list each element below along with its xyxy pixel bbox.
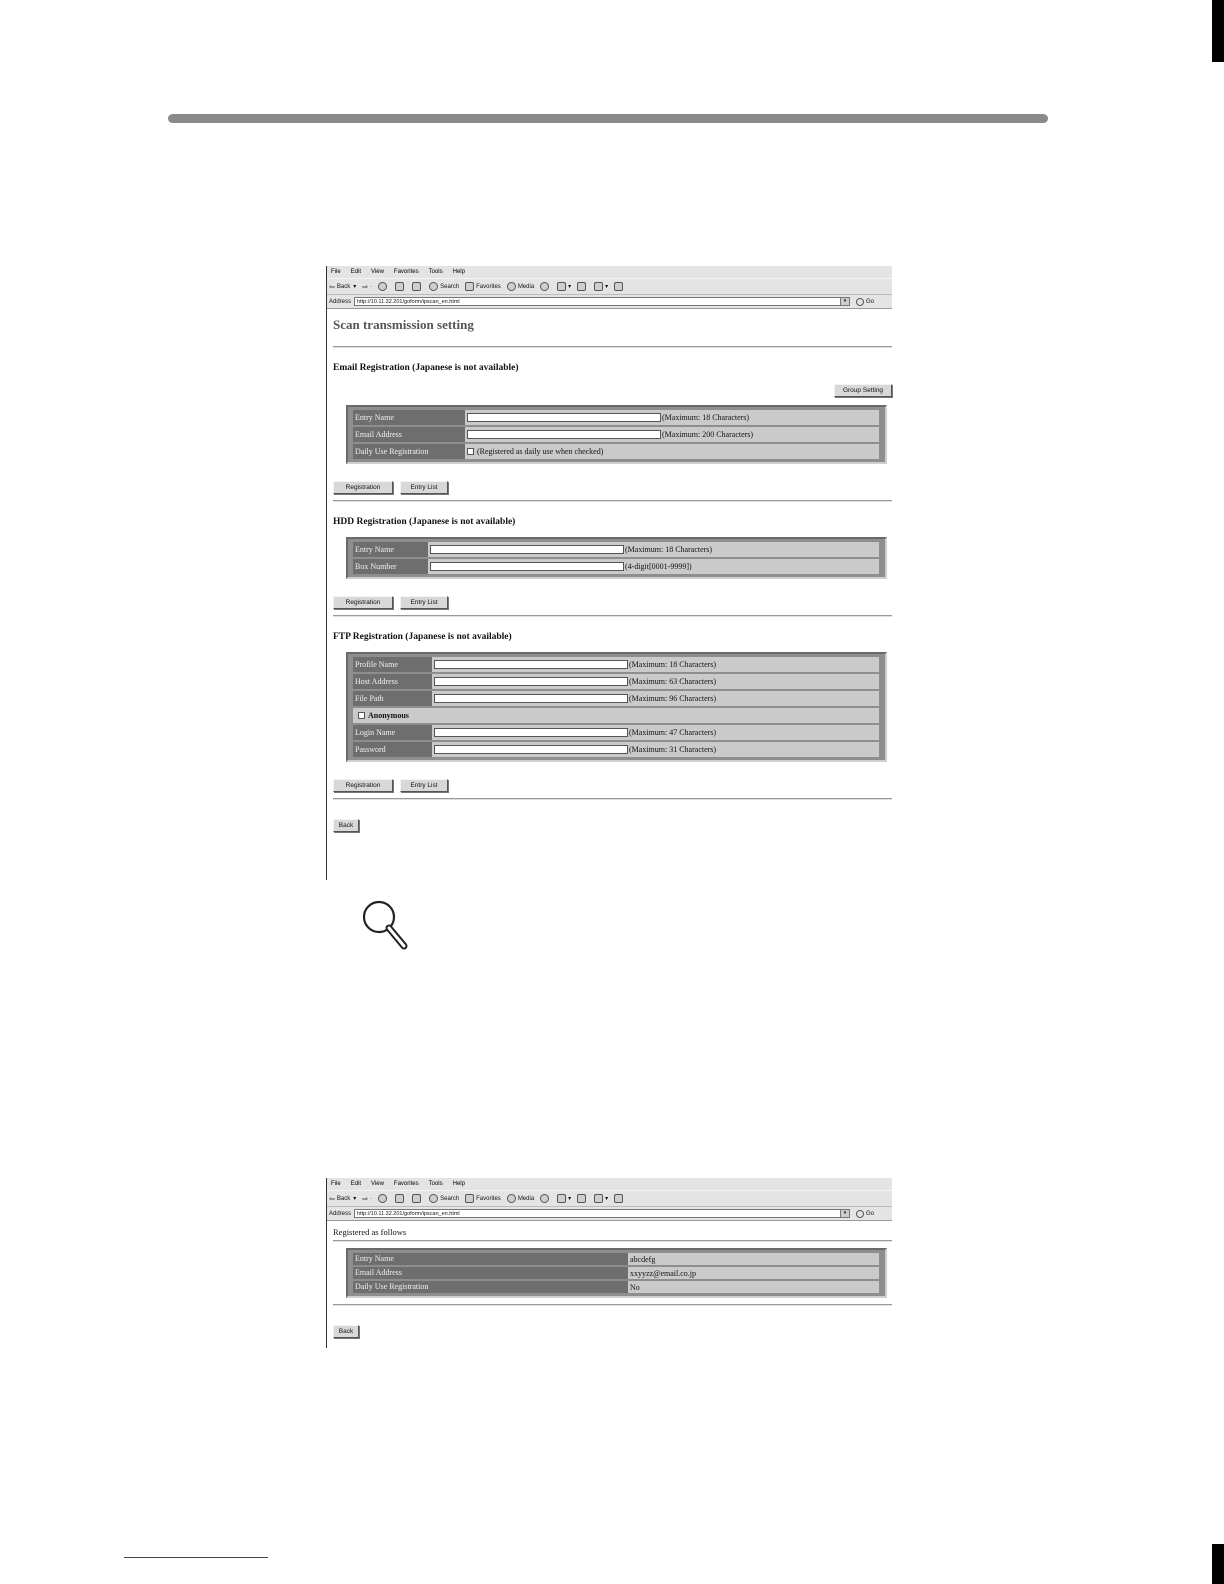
browser-toolbar xyxy=(326,278,892,295)
edit-button[interactable]: ▾ xyxy=(594,1194,608,1203)
menu-favorites[interactable]: Favorites xyxy=(393,269,419,275)
favorites-button[interactable]: Favorites xyxy=(465,1194,501,1203)
page-content xyxy=(326,1227,892,1338)
history-button[interactable] xyxy=(540,1194,551,1203)
email-entry-list-button[interactable]: Entry List xyxy=(400,481,448,494)
back-button[interactable]: ⇦ Back ▾ xyxy=(329,283,357,291)
print-button[interactable] xyxy=(577,282,588,291)
dropdown-icon[interactable]: ▾ xyxy=(840,298,849,305)
form-row: Daily Use Registration (Registered as daily use when checked) xyxy=(353,444,879,459)
stop-button[interactable] xyxy=(378,282,389,291)
box-number-input[interactable] xyxy=(430,562,624,571)
forward-arrow-icon: ⇨ xyxy=(362,1195,369,1203)
menu-favorites[interactable]: Favorites xyxy=(393,1181,419,1187)
history-button[interactable] xyxy=(540,282,551,291)
box-number-label: Box Number xyxy=(353,559,428,574)
daily-use-label: Daily Use Registration xyxy=(353,444,465,459)
media-button[interactable]: Media xyxy=(507,282,534,291)
go-icon xyxy=(856,298,864,306)
file-path-input[interactable] xyxy=(434,694,628,703)
menu-view[interactable]: View xyxy=(371,269,384,275)
divider xyxy=(333,1240,892,1242)
refresh-button[interactable] xyxy=(395,1194,406,1203)
stop-button[interactable] xyxy=(378,1194,389,1203)
password-input[interactable] xyxy=(434,745,628,754)
menu-bar xyxy=(326,266,892,278)
menu-edit[interactable]: Edit xyxy=(350,1181,362,1187)
profile-name-input[interactable] xyxy=(434,660,628,669)
search-button[interactable]: Search xyxy=(429,1194,459,1203)
ftp-registration-button[interactable]: Registration xyxy=(333,779,393,792)
menu-help[interactable]: Help xyxy=(452,269,465,275)
divider xyxy=(333,798,892,800)
result-label: Daily Use Registration xyxy=(353,1281,628,1293)
mail-icon xyxy=(557,1194,566,1203)
menu-view[interactable]: View xyxy=(371,1181,384,1187)
form-row: Email Address (Maximum: 200 Characters) xyxy=(353,427,879,442)
page-title: Scan transmission setting xyxy=(333,317,474,332)
result-label: Email Address xyxy=(353,1267,628,1279)
menu-edit[interactable]: Edit xyxy=(350,269,362,275)
print-icon xyxy=(577,1194,586,1203)
login-name-input[interactable] xyxy=(434,728,628,737)
favorites-icon xyxy=(465,1194,474,1203)
divider xyxy=(333,500,892,502)
browser-window-scan-settings xyxy=(326,266,892,880)
print-button[interactable] xyxy=(577,1194,588,1203)
host-address-label: Host Address xyxy=(353,674,432,689)
email-registration-button[interactable]: Registration xyxy=(333,481,393,494)
address-label: Address xyxy=(329,298,352,305)
footer-rule xyxy=(124,1557,268,1558)
hdd-registration-button[interactable]: Registration xyxy=(333,596,393,609)
back-page-button[interactable]: Back xyxy=(333,1325,359,1338)
media-button[interactable]: Media xyxy=(507,1194,534,1203)
thumb-index-tab xyxy=(1212,0,1224,62)
browser-toolbar xyxy=(326,1190,892,1207)
home-button[interactable] xyxy=(412,1194,423,1203)
refresh-icon xyxy=(395,1194,404,1203)
result-heading: Registered as follows xyxy=(333,1227,407,1237)
discuss-button[interactable] xyxy=(614,282,625,291)
search-button[interactable]: Search xyxy=(429,282,459,291)
result-row xyxy=(353,1281,879,1293)
form-row: Profile Name (Maximum: 18 Characters) xyxy=(353,657,879,672)
menu-help[interactable]: Help xyxy=(452,1181,465,1187)
browser-window-registered xyxy=(326,1178,892,1348)
address-bar xyxy=(326,1207,892,1221)
login-name-label: Login Name xyxy=(353,725,432,740)
history-icon xyxy=(540,282,549,291)
anonymous-checkbox[interactable] xyxy=(358,712,365,719)
print-icon xyxy=(577,282,586,291)
hdd-form-table xyxy=(346,537,887,579)
form-row: Entry Name (Maximum: 18 Characters) xyxy=(353,410,879,425)
ftp-section-title: FTP Registration (Japanese is not available) xyxy=(333,632,512,642)
forward-arrow-icon: ⇨ xyxy=(362,283,369,291)
form-row: Entry Name (Maximum: 18 Characters) xyxy=(353,542,879,557)
hdd-entry-name-label: Entry Name xyxy=(353,542,428,557)
email-address-input[interactable] xyxy=(467,430,661,439)
ftp-entry-list-button[interactable]: Entry List xyxy=(400,779,448,792)
email-form-table xyxy=(346,405,887,464)
magnifier-icon xyxy=(356,896,412,952)
address-input[interactable]: http://10.11.32.201/goform/ipscan_en.html ▾ xyxy=(354,1209,850,1218)
back-button[interactable]: ⇦ Back ▾ xyxy=(329,1195,357,1203)
hdd-entry-list-button[interactable]: Entry List xyxy=(400,596,448,609)
address-label: Address xyxy=(329,1210,352,1217)
form-row: Box Number (4-digit[0001-9999]) xyxy=(353,559,879,574)
divider xyxy=(333,346,892,348)
favorites-button[interactable]: Favorites xyxy=(465,282,501,291)
hdd-section-title: HDD Registration (Japanese is not available) xyxy=(333,517,516,527)
address-input[interactable]: http://10.11.32.201/goform/ipscan_en.html ▾ xyxy=(354,297,850,306)
group-setting-button[interactable]: Group Setting xyxy=(834,384,892,397)
result-label: Entry Name xyxy=(353,1253,628,1265)
history-icon xyxy=(540,1194,549,1203)
forward-button[interactable]: ⇨ · xyxy=(362,283,373,291)
email-section-title: Email Registration (Japanese is not available) xyxy=(333,363,519,373)
home-icon xyxy=(412,1194,421,1203)
edit-button[interactable]: ▾ xyxy=(594,282,608,291)
go-button[interactable]: Go xyxy=(856,298,874,306)
search-icon xyxy=(429,282,438,291)
divider xyxy=(333,1304,892,1306)
back-arrow-icon: ⇦ xyxy=(329,1195,335,1203)
anonymous-label: Anonymous xyxy=(368,711,409,720)
forward-button[interactable]: ⇨ · xyxy=(362,1195,373,1203)
back-page-button[interactable]: Back xyxy=(333,819,359,832)
thumb-index-tab-bottom xyxy=(1212,1544,1224,1584)
header-rule xyxy=(168,114,1048,123)
email-address-label: Email Address xyxy=(353,427,465,442)
menu-tools[interactable]: Tools xyxy=(428,269,443,275)
password-label: Password xyxy=(353,742,432,757)
media-icon xyxy=(507,1194,516,1203)
profile-name-label: Profile Name xyxy=(353,657,432,672)
mail-icon xyxy=(557,282,566,291)
result-row xyxy=(353,1267,879,1279)
discuss-icon xyxy=(614,282,623,291)
edit-icon xyxy=(594,282,603,291)
host-address-input[interactable] xyxy=(434,677,628,686)
go-icon xyxy=(856,1210,864,1218)
refresh-icon xyxy=(395,282,404,291)
discuss-icon xyxy=(614,1194,623,1203)
edit-icon xyxy=(594,1194,603,1203)
menu-file[interactable]: File xyxy=(331,269,341,275)
result-value: No xyxy=(628,1281,879,1293)
media-icon xyxy=(507,282,516,291)
form-row: File Path (Maximum: 96 Characters) xyxy=(353,691,879,706)
page-content xyxy=(326,317,892,832)
favorites-icon xyxy=(465,282,474,291)
address-bar xyxy=(326,295,892,309)
ftp-form-table xyxy=(346,652,887,762)
dropdown-icon[interactable]: ▾ xyxy=(840,1210,849,1217)
result-value: abcdefg xyxy=(628,1253,879,1265)
result-row xyxy=(353,1253,879,1265)
hdd-entry-name-input[interactable] xyxy=(430,545,624,554)
anonymous-row xyxy=(353,708,879,723)
divider xyxy=(333,615,892,617)
mail-button[interactable]: ▾ xyxy=(557,282,571,291)
back-arrow-icon: ⇦ xyxy=(329,283,335,291)
menu-file[interactable]: File xyxy=(331,1181,341,1187)
discuss-button[interactable] xyxy=(614,1194,625,1203)
entry-name-input[interactable] xyxy=(467,413,661,422)
result-value: xxyyzz@email.co.jp xyxy=(628,1267,879,1279)
refresh-button[interactable] xyxy=(395,282,406,291)
menu-tools[interactable]: Tools xyxy=(428,1181,443,1187)
form-row: Password (Maximum: 31 Characters) xyxy=(353,742,879,757)
stop-icon xyxy=(378,1194,387,1203)
daily-use-checkbox[interactable] xyxy=(467,448,474,455)
file-path-label: File Path xyxy=(353,691,432,706)
search-icon xyxy=(429,1194,438,1203)
entry-name-label: Entry Name xyxy=(353,410,465,425)
mail-button[interactable]: ▾ xyxy=(557,1194,571,1203)
home-icon xyxy=(412,282,421,291)
menu-bar xyxy=(326,1178,892,1190)
form-row: Login Name (Maximum: 47 Characters) xyxy=(353,725,879,740)
home-button[interactable] xyxy=(412,282,423,291)
form-row: Host Address (Maximum: 63 Characters) xyxy=(353,674,879,689)
result-table xyxy=(346,1248,887,1298)
stop-icon xyxy=(378,282,387,291)
go-button[interactable]: Go xyxy=(856,1210,874,1218)
